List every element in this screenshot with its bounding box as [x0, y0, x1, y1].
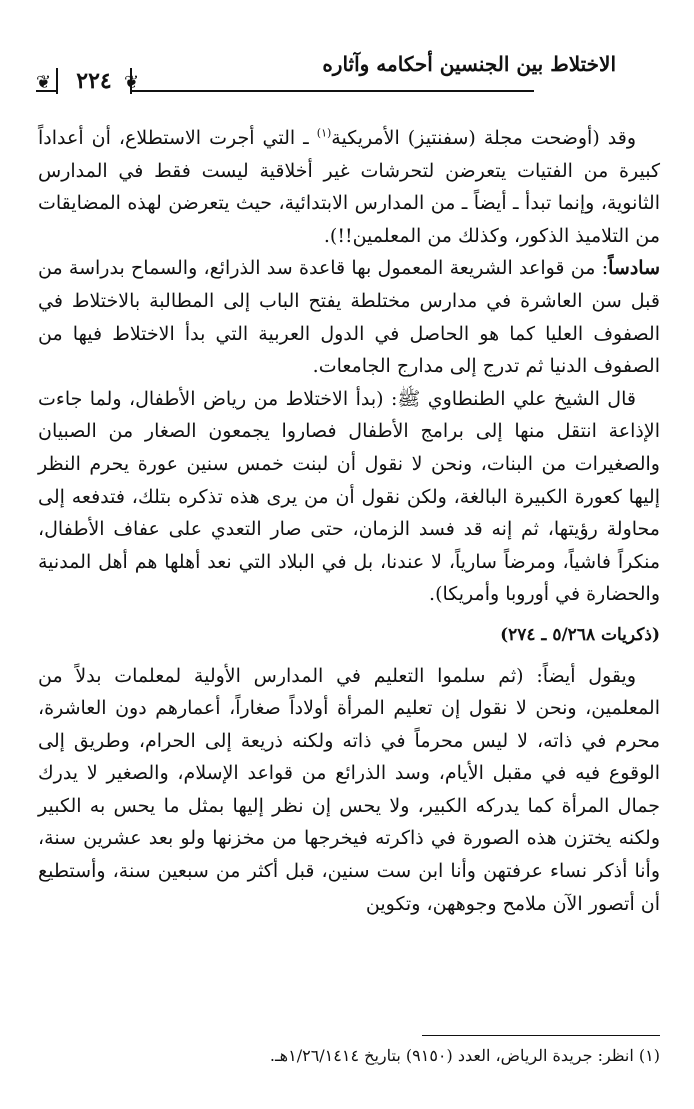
page-header [36, 44, 658, 100]
paragraph-1-part-b: ـ التي أجرت الاستطلاع، أن أعداداً كبيرة من الفتيات يتعرضن لتحرشات غير أخلاقية ليست فقط في المدارس الثانوية، وإنما تبدأ ـ أيضاً ـ من المدارس الابتدائية، حيث يتعرضن لهذه المضايقات من التلاميذ الذكور، وكذلك من المعلمين!!). [38, 127, 660, 247]
page-number-box [36, 66, 140, 102]
citation-reference: (ذكريات ٥/٢٦٨ ـ ٢٧٤) [500, 624, 660, 645]
right-ornament-icon: ❦ [124, 72, 140, 93]
footnote-rule [422, 1035, 660, 1036]
paragraph-1 [38, 122, 660, 252]
paragraph-4: ويقول أيضاً: (ثم سلموا التعليم في المدارس الأولية لمعلمات بدلاً من المعلمين، ونحن لا نقول إن تعليم المرأة أولاداً صغاراً، أعمارهم دون العاشرة، محرم في ذاته، لا ليس محرماً في ذاته ولكنه ذريعة إلى الحرام، وطريق إلى الوقوع فيه في مقبل الأيام، وسد الذرائع من قواعد الإسلام، والصغير لا يدرك جمال المرأة كما يدركه الكبير، ولا يحس إن نظر إليها بمثل ما يحس به الكبير ولكنه يختزن هذه الصورة في ذاكرته فيخرجها من مخزنها ولو بعد عشرين سنة، وأنا أذكر نساء عرفتهن وأنا ابن ست سنين، قبل أكثر من سبعين سنة، وأستطيع أن أتصور الآن ملامح وجوههن، وتكوين [38, 664, 660, 915]
page-number: ٢٢٤ [56, 68, 132, 94]
paragraph-1-part-a: وقد (أوضحت مجلة (سفنتيز) الأمريكية [331, 127, 636, 149]
paragraph-2 [38, 252, 660, 382]
footnote-marker: (١) [316, 126, 332, 140]
paragraph-3: قال الشيخ علي الطنطاوي ﷺ: (بدأ الاختلاط من رياض الأطفال، ولما جاءت الإذاعة انتقل منها إلى برامج الأطفال فصاروا يجمعون الصغار من الصبيان والصغيرات من البنات، ونحن لا نقول أن لبنت خمس سنين عورة يحرم النظر إليها كعورة الكبيرة البالغة، ولكن نقول أن من يرى هذه تذكره بتلك، فتدفعه إلى محاولة رؤيتها، ثم إنه قد فسد الزمان، حتى صار التعدي على عفاف الأطفال، منكراً فاشياً، ومرضاً سارياً، لا عندنا، بل في البلاد التي نعد أهلها هم أهل المدنية والحضارة في أوروبا وأمريكا). [38, 387, 660, 606]
body-text [38, 122, 660, 920]
left-ornament-icon: ❦ [36, 72, 52, 93]
running-title: الاختلاط بين الجنسين أحكامه وآثاره [322, 52, 616, 76]
paragraph-2-text: : من قواعد الشريعة المعمول بها قاعدة سد الذرائع، والسماح بدراسة من قبل سن العاشرة في مدارس مختلطة يفتح الباب إلى المطالبة بالاختلاط في الصفوف العليا كما هو الحاصل في الدول العربية التي بدأ الاختلاط فيها من الصفوف الدنيا ثم تدرج إلى مدارج الجامعات. [38, 257, 660, 378]
paragraph-2-lead: سادساً [608, 257, 660, 280]
footnote: (١) انظر: جريدة الرياض، العدد (٩١٥٠) بتاريخ ١/٢٦/١٤١٤هـ. [269, 1046, 660, 1065]
